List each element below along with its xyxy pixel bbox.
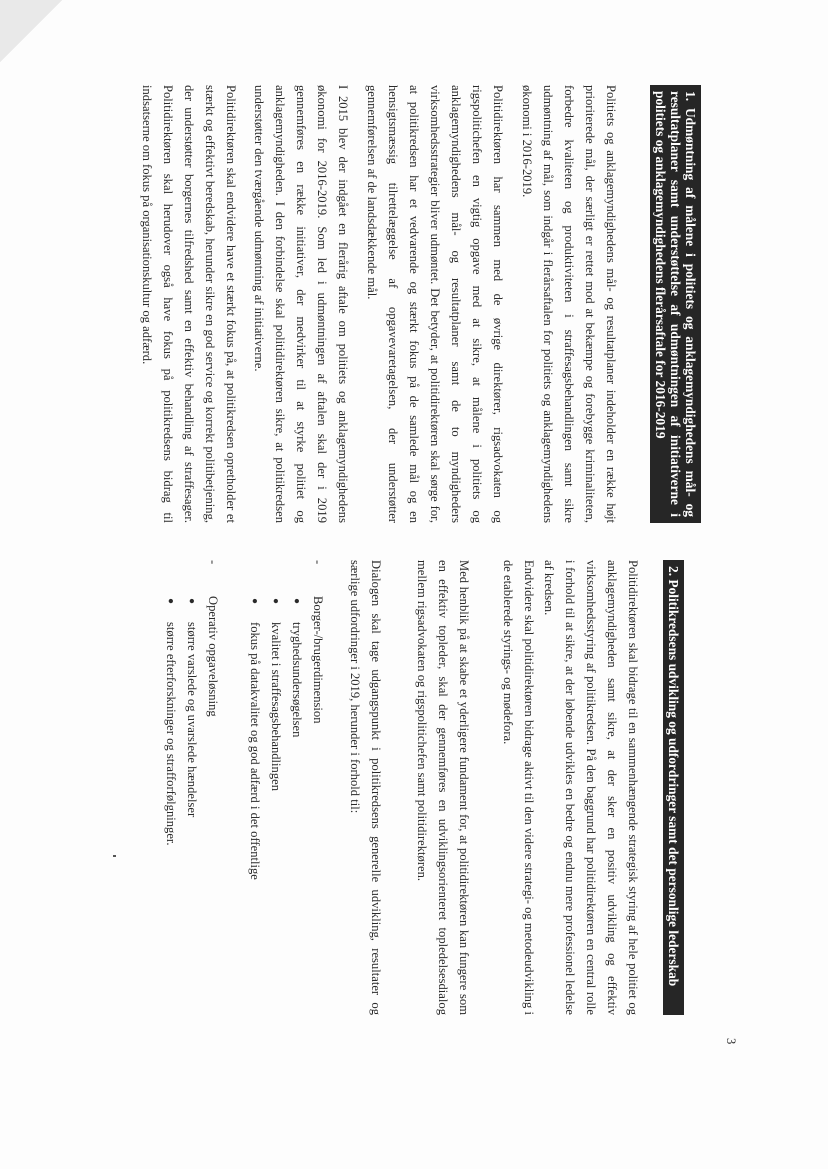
section-1-paragraph: Politidirektøren har sammen med de øvrige direktører, rigsadvokaten og rigspolitichefen en vigtig opgave med at sikre, at målene i politiets og anklagemyndighedens mål- og resultatplaner samt de to myndigheders virksomhedsstrategier bliver udmøntet. Det betyder, at politidirektøren skal sørge for, at politikredsen har et vedvarende og stærkt fokus på de samlede mål og en hensigtsmæssig tilrettelæggelse af opgavevaretagelsen, der understøtter gennemførelsen af de landsdækkende mål. bbox=[365, 85, 505, 523]
dash-marker: - bbox=[311, 560, 325, 565]
section-2-heading: 2. Politikredsens udvikling og udfordringer samt det personlige lederskab bbox=[663, 560, 684, 1015]
list-group bbox=[160, 560, 223, 1015]
list-group bbox=[244, 560, 328, 1015]
list-item: ● større varslede og uvarslede hændelser bbox=[181, 622, 202, 1015]
section-1-paragraph: Politidirektøren skal endvidere have et stærkt fokus på, at politikredsen opretholder et stærkt og effektivt beredskab, herunder sikre en god service og korrekt politibetjening, der understøtter borgernes tilfredshed samt en effektiv behandling af straffesager. Politidirektøren skal herudover også have fokus på politikredsens bidrag til indsatserne om fokus på organisationskultur og adfærd. bbox=[140, 85, 238, 523]
list-group-label: Borger-/brugerdimension bbox=[311, 596, 325, 724]
list-item: ● kvalitet i straffesagsbehandlingen bbox=[265, 622, 286, 1015]
section-2-paragraph: Politidirektøren skal bidrage til en sammenhængende strategisk styring af hele politiet og anklagemyndigheden samt sikre, at der sker en positiv udvikling og effektiv virksomhedsstyring af politikredsen. På den baggrund har politidirektøren en central rolle i forhold til at sikre, at der løbende udvikles en bedre og endnu mere professionel ledelse af kredsen. bbox=[542, 560, 640, 1015]
section-1-heading: 1. Udmøntning af målene i politiets og anklagemyndighedens mål- og resultatplaner samt understøttelse af udmøntningen af initiativerne i politiets og anklagemyndighedens flerårsaftale for 2016-2019 bbox=[650, 85, 701, 523]
bullet-icon: ● bbox=[165, 598, 176, 605]
bullet-icon: ● bbox=[186, 598, 197, 605]
section-1-paragraph: Politiets og anklagemyndighedens mål- og resultatplaner indeholder en række højt prioriterede mål, der særligt er rettet mod at bekæmpe og forebygge kriminaliteten, forbedre kvaliteten og produktiviteten i straffesagsbehandlingen samt sikre udmøntning af mål, som indgår i flerårsaftalen for politiets og anklagemyndighedens økonomi i 2016-2019. bbox=[520, 85, 618, 523]
page-number: 3 bbox=[724, 1038, 738, 1045]
list-group-label: Operativ opgaveløsning bbox=[206, 596, 220, 717]
list-item: ● tryghedsundersøgelsen bbox=[286, 622, 307, 1015]
dialogue-topics-list bbox=[160, 560, 328, 1015]
bullet-icon: ● bbox=[270, 598, 281, 605]
dash-marker: - bbox=[206, 560, 220, 565]
bullet-icon: ● bbox=[249, 598, 260, 605]
list-item: ● fokus på datakvalitet og god adfærd i det offentlige bbox=[244, 622, 265, 1015]
section-2-paragraph: Endvidere skal politidirektøren bidrage aktivt til den videre strategi- og metodeudvikling i de etablerede styrings- og mødefora. bbox=[501, 560, 536, 1015]
section-1-paragraph: I 2015 blev der indgået en flerårig aftale om politiets og anklagemyndighedens økonomi for 2016-2019. Som led i udmøntningen af aftalen skal der i 2019 gennemføres en række initiativer, der medvirker til at styrke politiet og anklagemyndigheden. I den forbindelse skal politidirektøren sikre, at politikredsen understøtter den tværgående udmøntning af initiativerne. bbox=[252, 85, 350, 523]
bullet-icon: ● bbox=[291, 598, 302, 605]
section-2-paragraph: Med henblik på at skabe et yderligere fundament for, at politidirektøren kan fungere som en effektiv topleder, skal der gennemføres en udviklingsorienteret topledelsesdialog mellem rigsadvokaten og rigspolitichefen samt politidirektøren. bbox=[415, 560, 471, 1015]
section-2-paragraph: Dialogen skal tage udgangspunkt i politikredsens generelle udvikling, resultater og særlige udfordringer i 2019, herunder i forhold til: bbox=[348, 560, 383, 1015]
list-item: ● større efterforskninger og strafforfølgninger. bbox=[160, 622, 181, 1015]
